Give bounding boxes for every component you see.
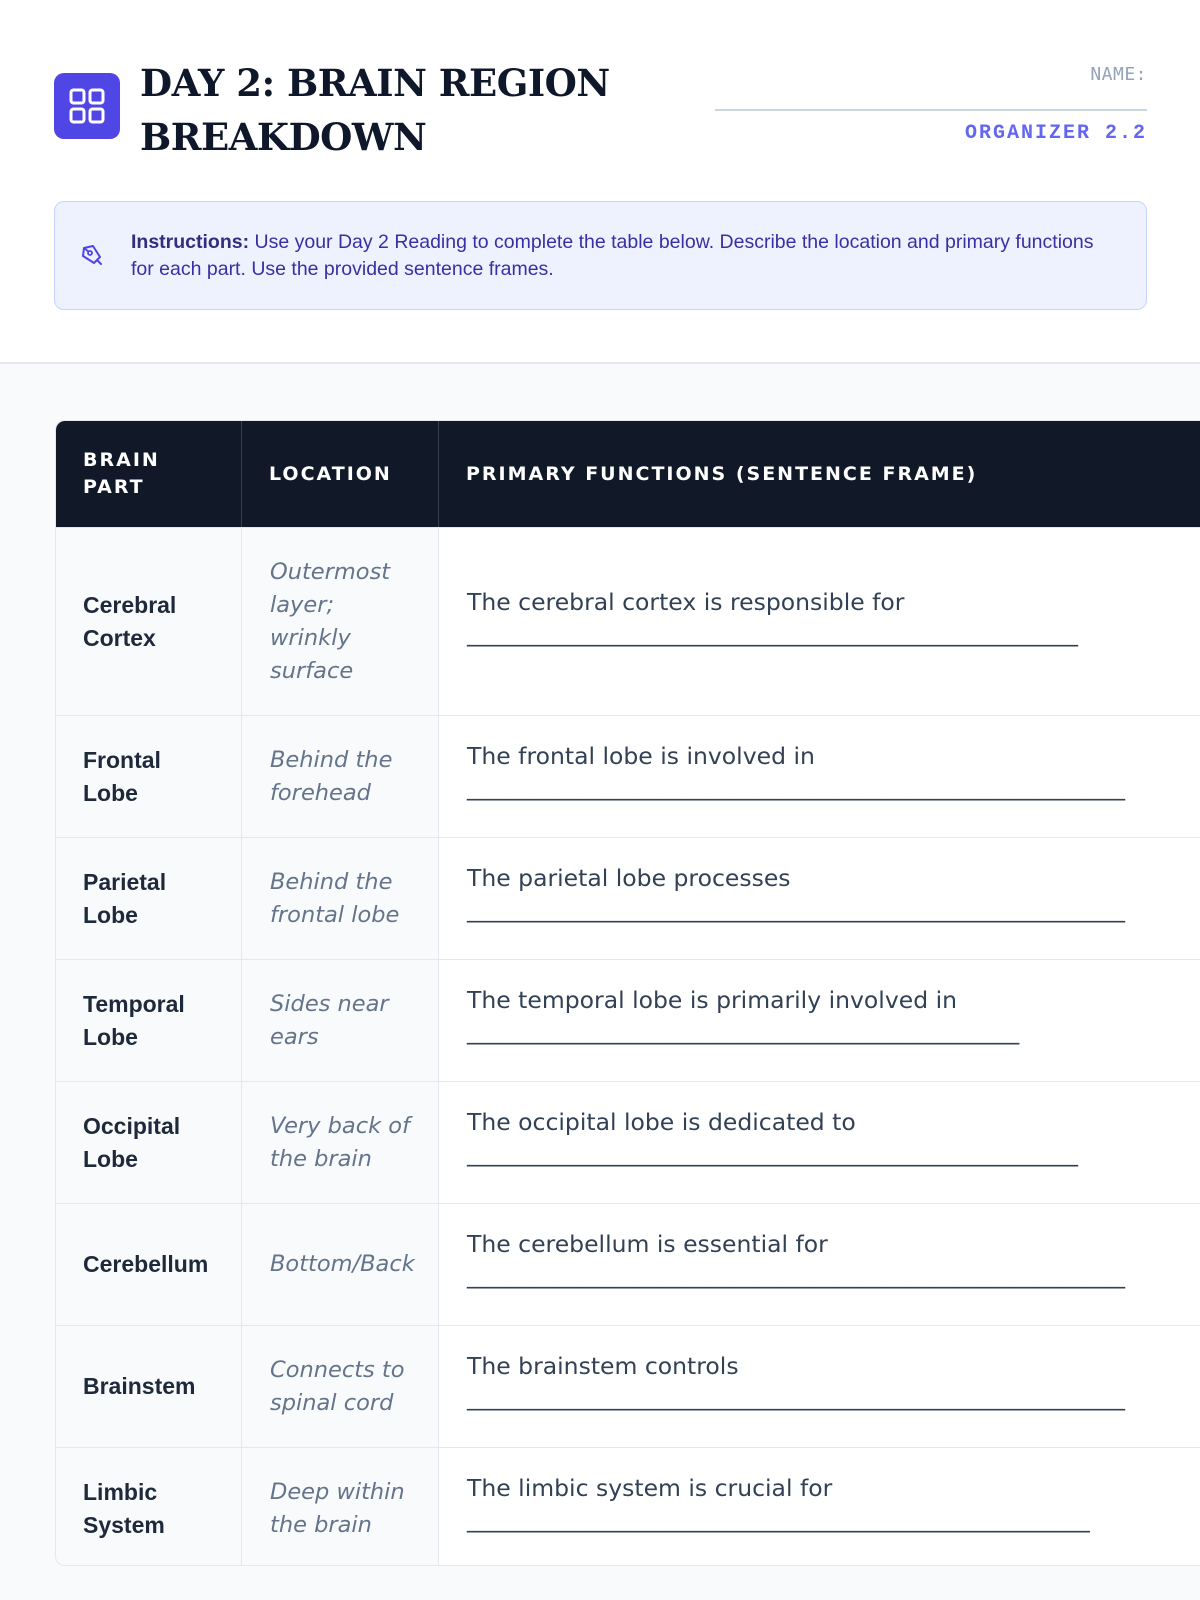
header-brain-part: BRAIN PART xyxy=(56,421,242,527)
function-cell[interactable] xyxy=(439,528,1200,715)
location-cell: Behind the frontal lobe xyxy=(242,838,439,959)
brain-part-cell: Cerebellum xyxy=(56,1204,242,1325)
content-area xyxy=(0,364,1200,1600)
title-line-1: DAY 2: BRAIN REGION xyxy=(140,61,610,105)
table-row xyxy=(56,1203,1200,1325)
header-primary-functions: PRIMARY FUNCTIONS (SENTENCE FRAME) xyxy=(466,462,978,485)
sentence-frame: The cerebellum is essential for xyxy=(467,1230,828,1258)
brain-part-cell: Limbic System xyxy=(56,1448,242,1566)
brain-part-cell: Temporal Lobe xyxy=(56,960,242,1081)
table-row xyxy=(56,1081,1200,1203)
table-row xyxy=(56,1447,1200,1566)
table-row xyxy=(56,837,1200,959)
pen-icon xyxy=(81,244,103,271)
logo-tile xyxy=(54,73,120,139)
name-input-line[interactable] xyxy=(715,109,1147,111)
table-row xyxy=(56,715,1200,837)
answer-blank[interactable]: ____________________________________________________ xyxy=(467,1139,1078,1167)
brain-part-cell: Frontal Lobe xyxy=(56,716,242,837)
answer-blank[interactable]: ________________________________________________________ xyxy=(467,895,1125,923)
header-location: LOCATION xyxy=(242,421,439,527)
sentence-frame: The limbic system is crucial for xyxy=(467,1474,833,1502)
answer-blank[interactable]: ________________________________________________________ xyxy=(467,1383,1125,1411)
answer-blank[interactable]: _____________________________________________________ xyxy=(467,1505,1090,1533)
brain-part-cell: Parietal Lobe xyxy=(56,838,242,959)
sentence-frame: The temporal lobe is primarily involved in xyxy=(467,986,958,1014)
brain-part-cell: Occipital Lobe xyxy=(56,1082,242,1203)
page-title xyxy=(140,56,700,164)
function-cell[interactable] xyxy=(439,716,1200,837)
instructions-box xyxy=(54,201,1147,310)
sentence-frame: The brainstem controls xyxy=(467,1352,739,1380)
location-cell: Sides near ears xyxy=(242,960,439,1081)
location-cell: Bottom/Back xyxy=(242,1204,439,1325)
table-header xyxy=(56,421,1200,527)
location-cell: Outermost layer; wrinkly surface xyxy=(242,528,439,715)
sentence-frame: The parietal lobe processes xyxy=(467,864,791,892)
sentence-frame: The cerebral cortex is responsible for xyxy=(467,588,905,616)
sentence-frame: The frontal lobe is involved in xyxy=(467,742,815,770)
sentence-frame: The occipital lobe is dedicated to xyxy=(467,1108,856,1136)
title-line-2: BREAKDOWN xyxy=(140,115,427,159)
answer-blank[interactable]: _______________________________________________ xyxy=(467,1017,1020,1045)
function-cell[interactable] xyxy=(439,1082,1200,1203)
name-label: NAME: xyxy=(1090,64,1147,85)
instructions-body: Use your Day 2 Reading to complete the table below. Describe the location and primary functions for each part. Use the provided sentence frames. xyxy=(131,231,1094,280)
function-cell[interactable] xyxy=(439,838,1200,959)
instructions-text xyxy=(131,229,1121,283)
brain-parts-table xyxy=(55,420,1200,1566)
organizer-number: ORGANIZER 2.2 xyxy=(964,122,1147,145)
function-cell[interactable] xyxy=(439,960,1200,1081)
function-cell[interactable] xyxy=(439,1448,1200,1566)
table-row xyxy=(56,1325,1200,1447)
location-cell: Connects to spinal cord xyxy=(242,1326,439,1447)
table-row xyxy=(56,527,1200,715)
location-cell: Very back of the brain xyxy=(242,1082,439,1203)
instructions-label: Instructions: xyxy=(131,231,250,253)
answer-blank[interactable]: ________________________________________________________ xyxy=(467,773,1125,801)
table-row xyxy=(56,959,1200,1081)
worksheet-header xyxy=(0,0,1200,364)
brain-part-cell: Brainstem xyxy=(56,1326,242,1447)
location-cell: Deep within the brain xyxy=(242,1448,439,1566)
brain-part-cell: Cerebral Cortex xyxy=(56,528,242,715)
answer-blank[interactable]: ____________________________________________________ xyxy=(467,619,1078,647)
function-cell[interactable] xyxy=(439,1326,1200,1447)
location-cell: Behind the forehead xyxy=(242,716,439,837)
function-cell[interactable] xyxy=(439,1204,1200,1325)
answer-blank[interactable]: ________________________________________________________ xyxy=(467,1261,1125,1289)
